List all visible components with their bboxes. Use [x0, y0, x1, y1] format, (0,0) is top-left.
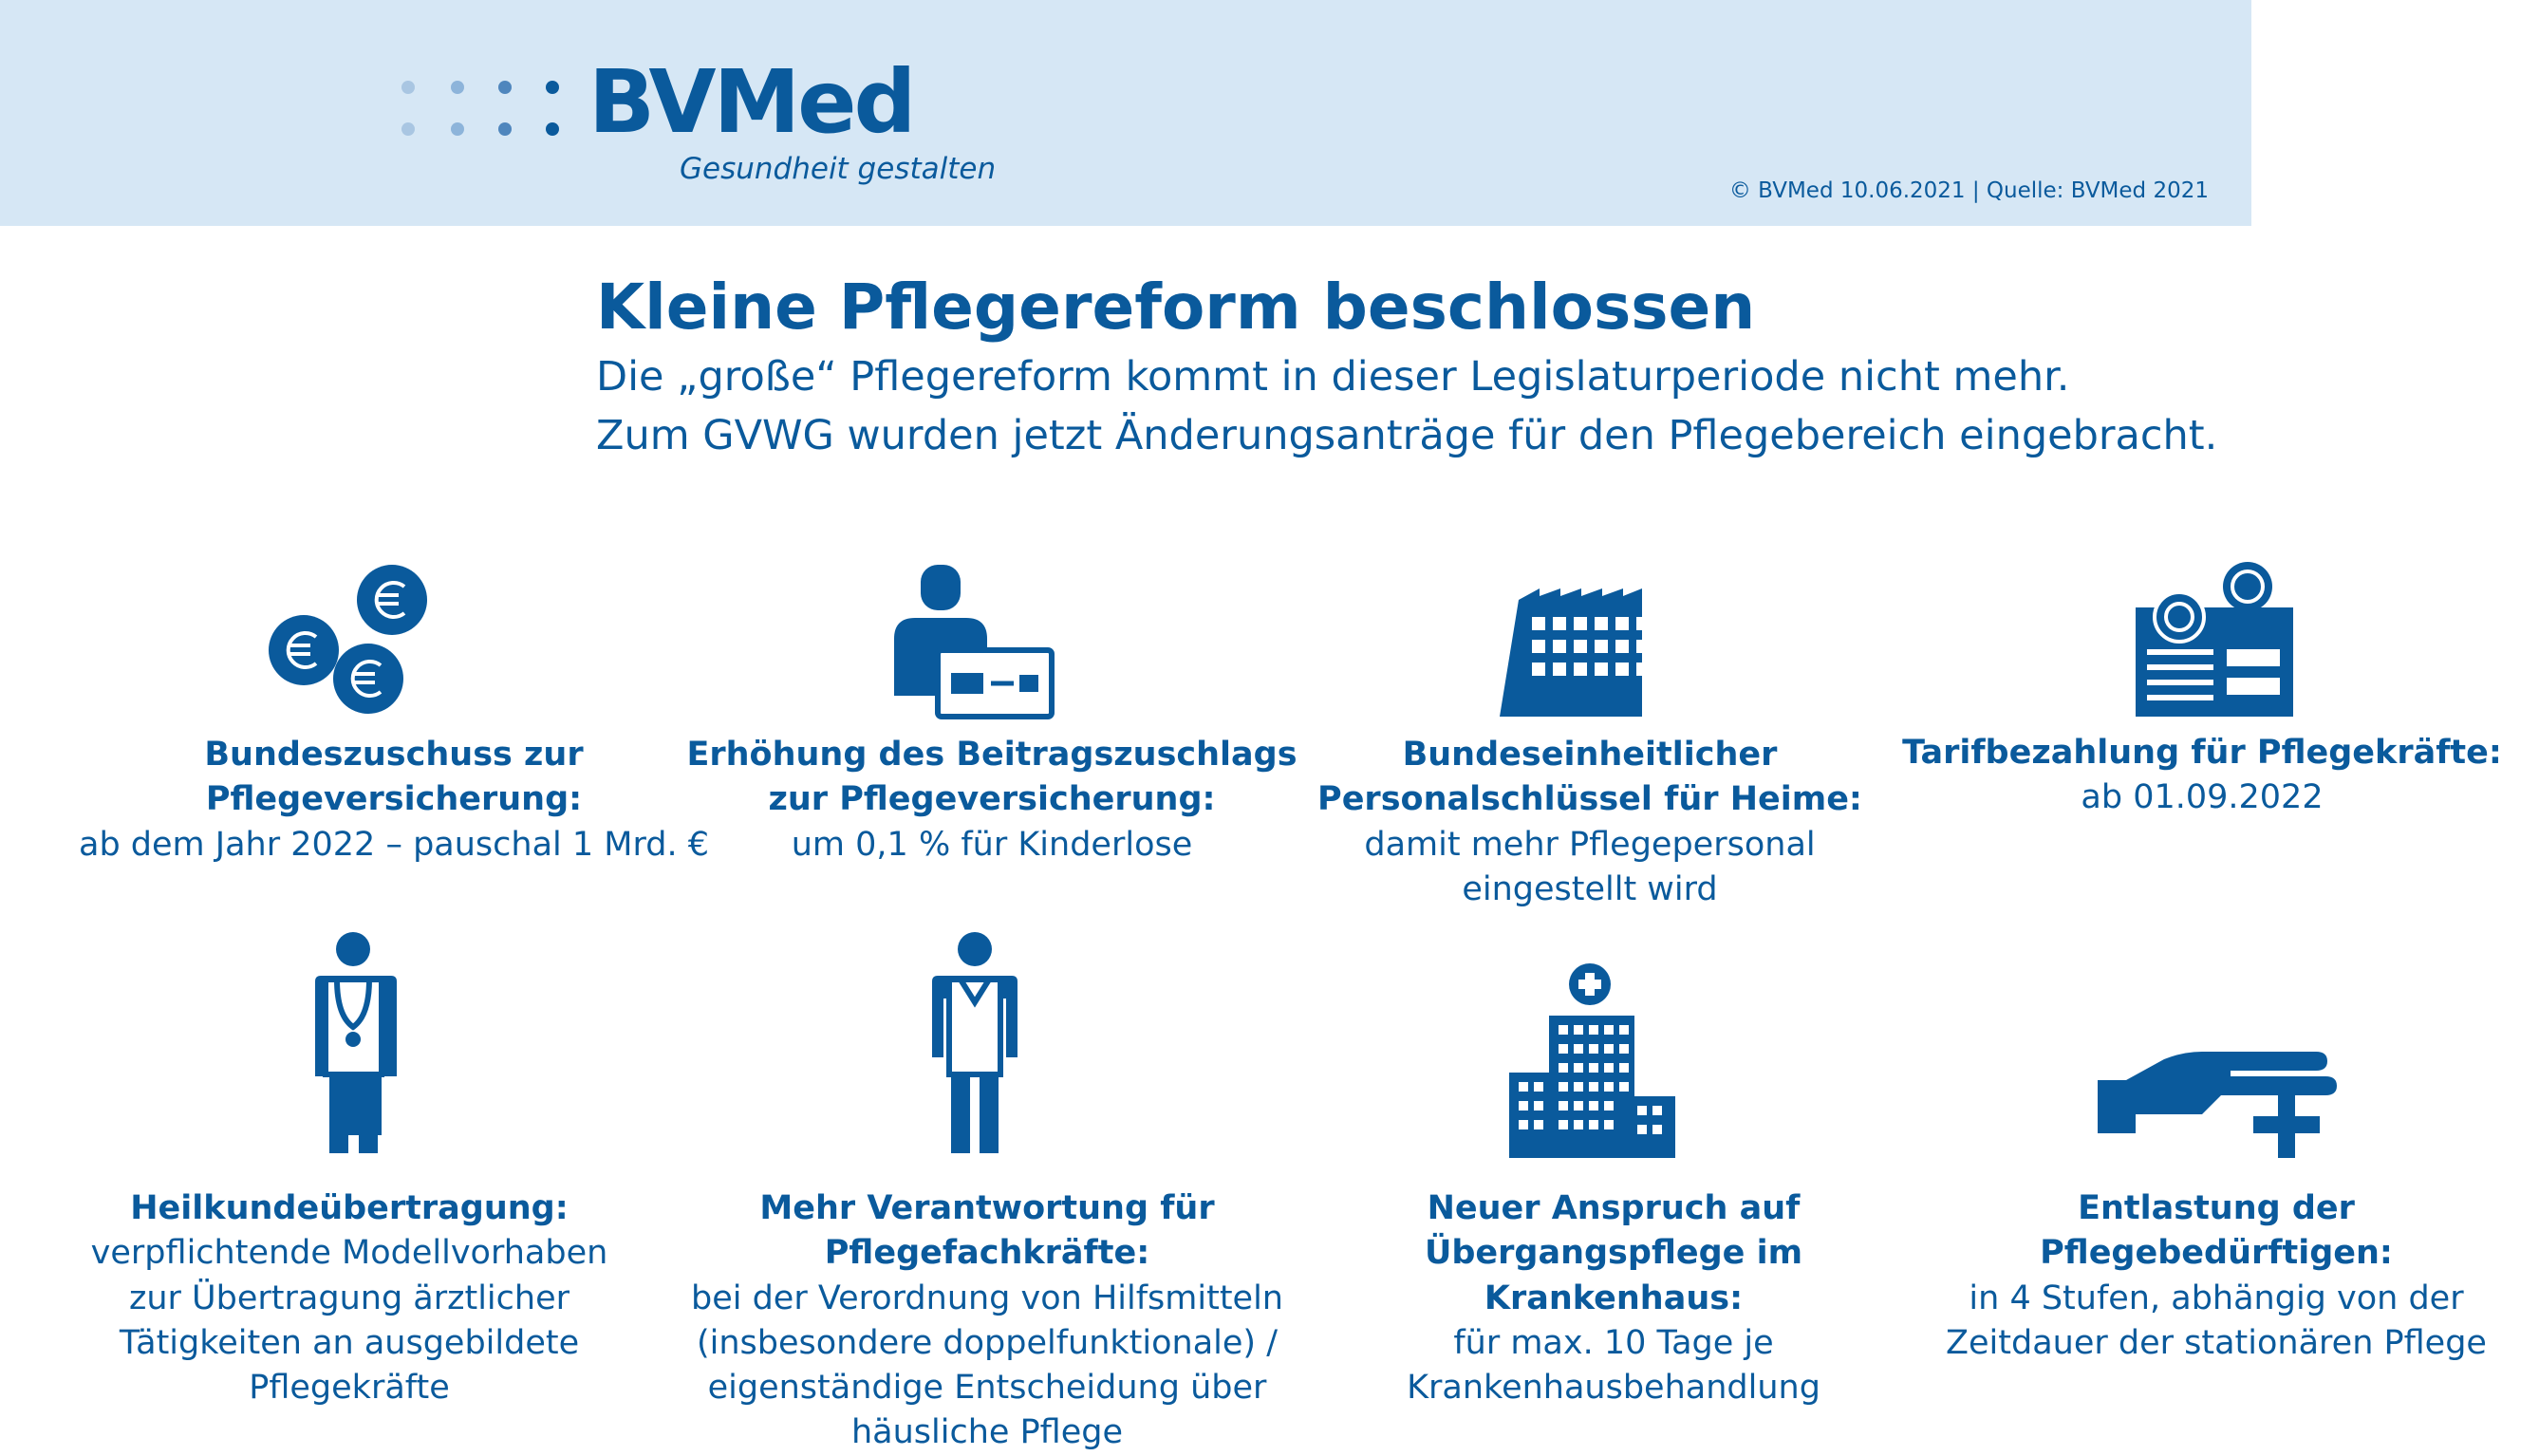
item-text-line: eingestellt wird: [1462, 869, 1718, 908]
item-federal-subsidy: [71, 733, 717, 868]
doctor-icon: [308, 930, 399, 1153]
logo-dots-icon: [397, 76, 568, 142]
item-bold-line: Neuer Anspruch auf: [1427, 1189, 1801, 1227]
copyright-note: © BVMed 10.06.2021 | Quelle: BVMed 2021: [1728, 178, 2209, 203]
item-bold-line: Pflegebedürftigen:: [2040, 1234, 2393, 1273]
euro-coins-icon: [266, 560, 437, 721]
item-text-line: Zeitdauer der stationären Pflege: [1946, 1323, 2487, 1362]
item-text-line: um 0,1 % für Kinderlose: [791, 825, 1193, 864]
item-staffing-ratio: [1267, 733, 1913, 912]
item-tariff-pay: [1879, 731, 2525, 821]
item-text-line: ab dem Jahr 2022 – pauschal 1 Mrd. €: [79, 825, 709, 864]
item-bold-line: Bundeseinheitlicher: [1402, 736, 1778, 774]
brand-tagline: Gesundheit gestalten: [680, 152, 997, 186]
item-text-line: verpflichtende Modellvorhaben: [90, 1234, 608, 1273]
item-text-line: Krankenhausbehandlung: [1407, 1369, 1820, 1407]
item-bold-line: Pflegeversicherung:: [205, 780, 583, 819]
item-text-line: in 4 Stufen, abhängig von der: [1969, 1279, 2464, 1317]
item-text-line: ab 01.09.2022: [2081, 778, 2324, 817]
item-text-line: Pflegekräfte: [249, 1369, 450, 1407]
hand-plus-icon: [2098, 1042, 2330, 1161]
item-bold-line: zur Pflegeversicherung:: [768, 780, 1216, 819]
person-card-icon: [892, 563, 1054, 719]
building-icon: [1519, 588, 1661, 717]
item-bold-line: Mehr Verantwortung für Pflegefachkräfte:: [759, 1189, 1215, 1273]
subtitle-line-2: Zum GVWG wurden jetzt Änderungsanträge für den Pflegebereich eingebracht.: [596, 412, 2218, 460]
item-text-line: eigenständige Entscheidung über: [707, 1369, 1267, 1407]
item-text-line: zur Übertragung ärztlicher: [128, 1279, 570, 1317]
item-transition-care: [1291, 1186, 1936, 1410]
item-text-line: für max. 10 Tage je: [1453, 1323, 1774, 1362]
item-text-line: bei der Verordnung von Hilfsmitteln: [690, 1279, 1283, 1317]
item-text-line: (insbesondere doppelfunktionale) /: [696, 1323, 1278, 1362]
item-text-line: damit mehr Pflegepersonal: [1364, 825, 1816, 864]
page-title: Kleine Pflegereform beschlossen: [596, 271, 1756, 344]
item-bold-line: Heilkundeübertragung:: [130, 1189, 569, 1227]
item-bold-line: Personalschlüssel für Heime:: [1317, 780, 1862, 819]
nurse-icon: [932, 930, 1017, 1153]
hospital-icon: [1509, 963, 1675, 1158]
brand-logo: BVMed: [588, 51, 914, 153]
cash-register-icon: [2134, 560, 2295, 717]
item-text-line: häusliche Pflege: [850, 1413, 1123, 1452]
item-relief-care-recipients: [1894, 1186, 2539, 1366]
item-bold-line: Entlastung der: [2078, 1189, 2355, 1227]
item-bold-line: Tarifbezahlung für Pflegekräfte:: [1902, 734, 2502, 772]
item-medical-transfer: [27, 1186, 672, 1410]
item-bold-line: Übergangspflege im Krankenhaus:: [1424, 1234, 1803, 1317]
item-nursing-responsibility: [645, 1186, 1329, 1456]
item-bold-line: Erhöhung des Beitragszuschlags: [686, 736, 1298, 774]
subtitle-line-1: Die „große“ Pflegereform kommt in dieser Legislaturperiode nicht mehr.: [596, 353, 2070, 401]
item-contribution-increase: [669, 733, 1315, 868]
page-subtitle: [596, 347, 2217, 466]
item-text-line: Tätigkeiten an ausgebildete: [119, 1323, 580, 1362]
item-bold-line: Bundeszuschuss zur: [204, 736, 584, 774]
